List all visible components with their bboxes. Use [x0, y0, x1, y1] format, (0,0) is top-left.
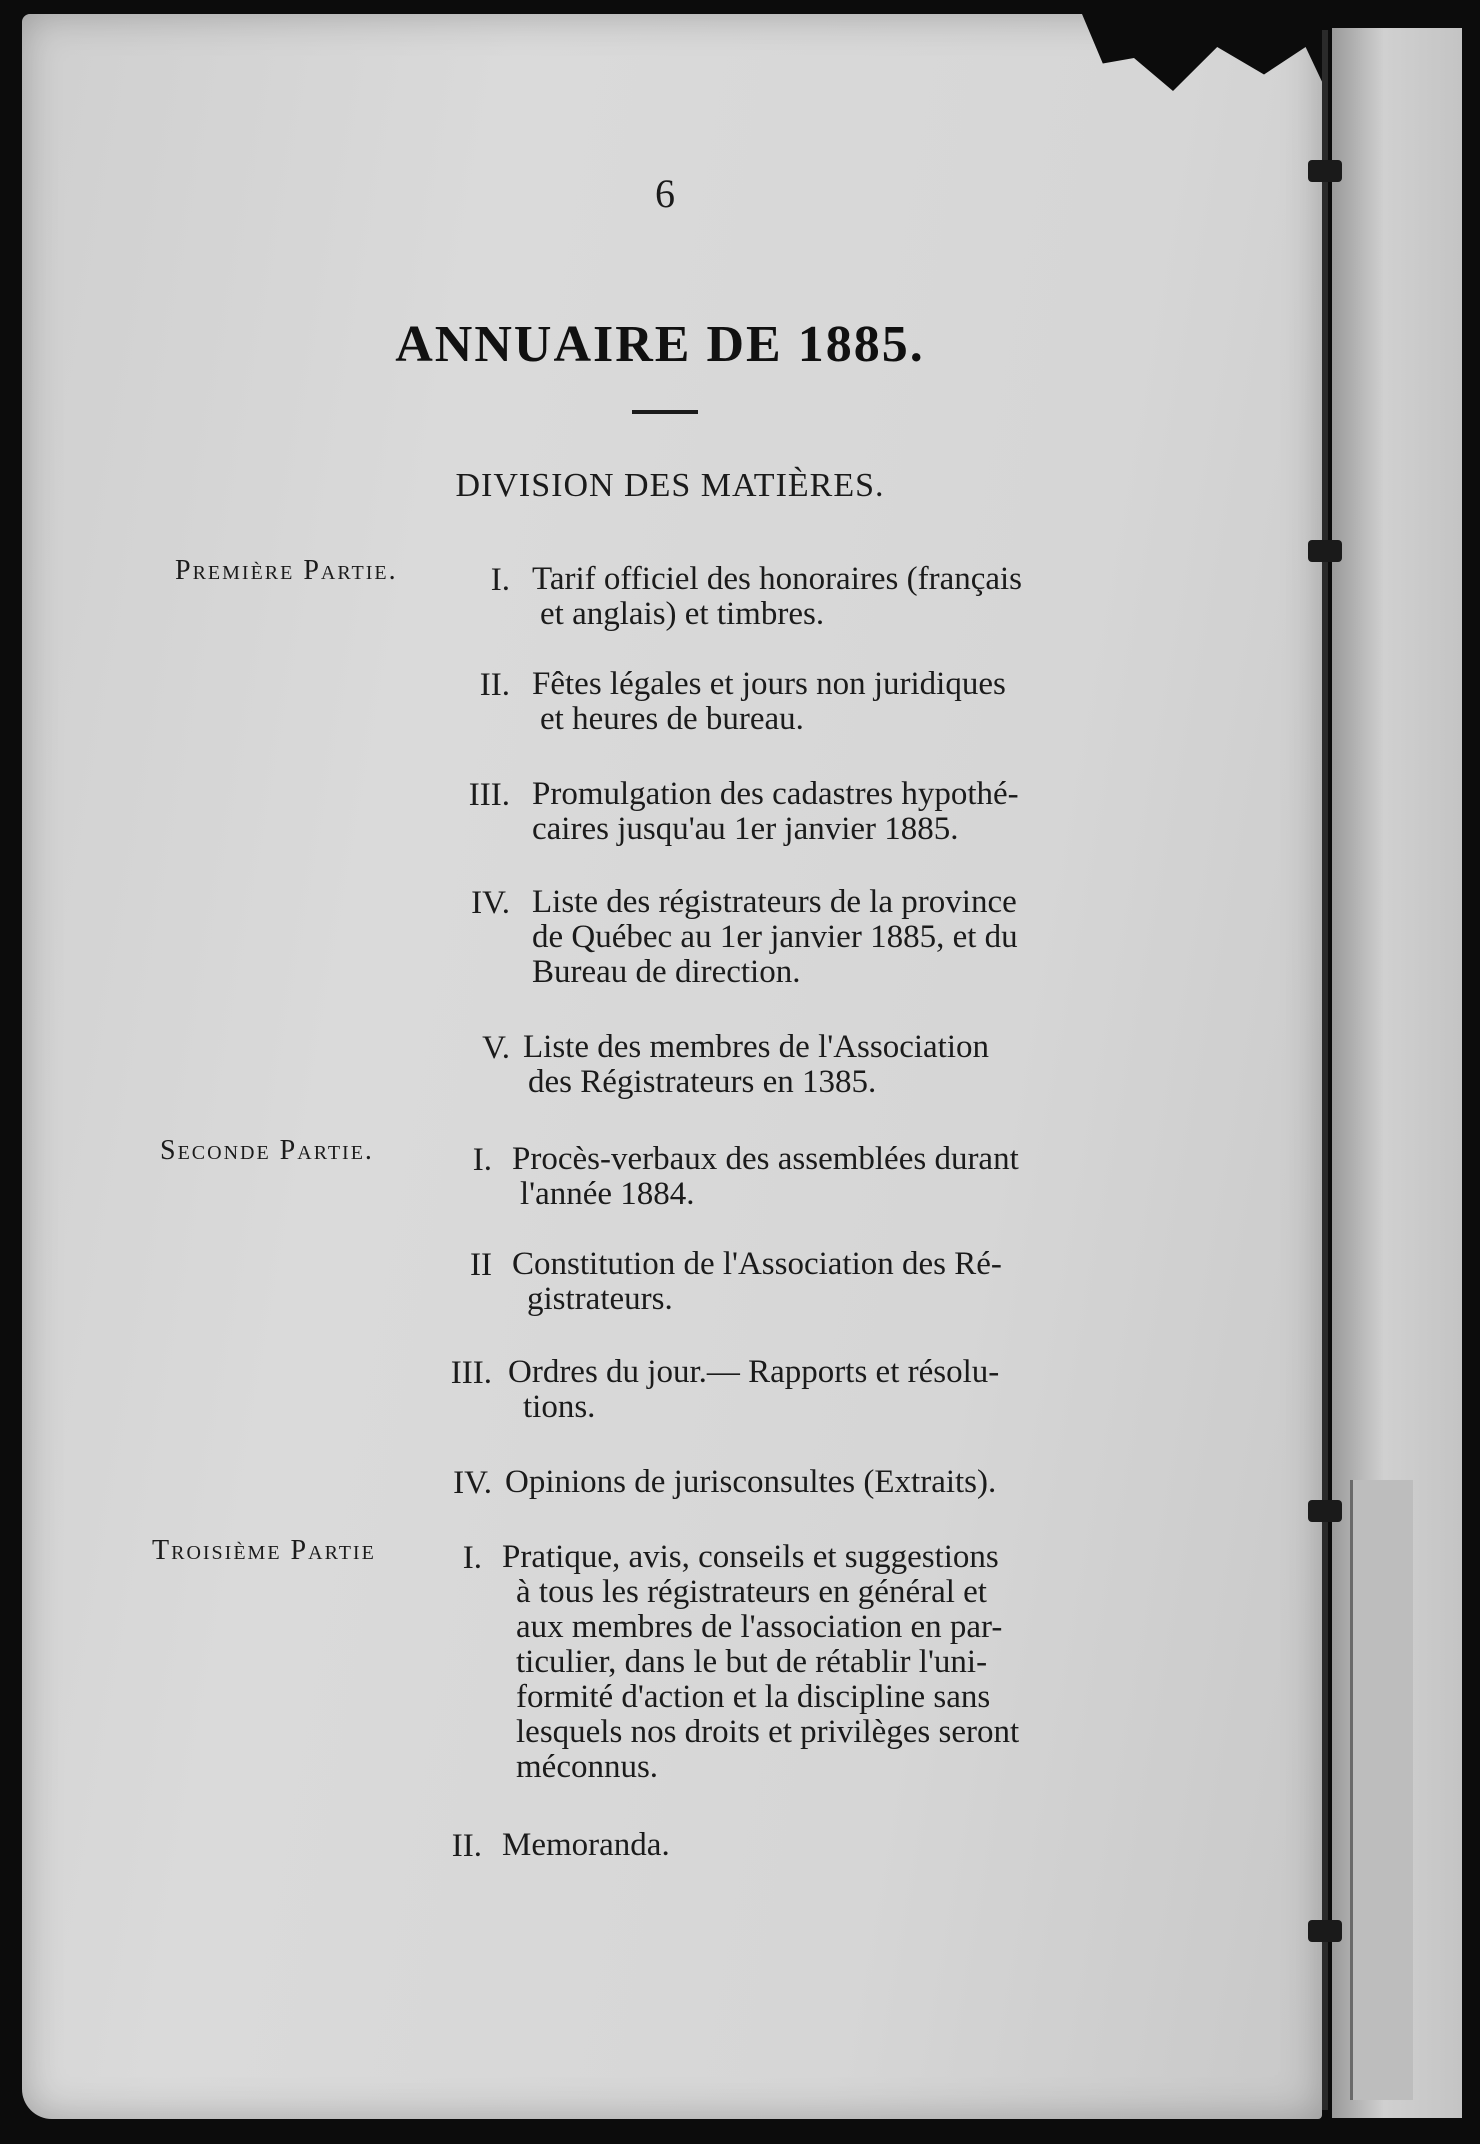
toc-entry [532, 562, 1022, 632]
entry-line: Promulgation des cadastres hypothé- [532, 776, 1019, 812]
entry-line: à tous les régistrateurs en général et [516, 1574, 987, 1610]
entry-line: Pratique, avis, conseils et suggestions [502, 1539, 999, 1575]
section-heading: DIVISION DES MATIÈRES. [455, 467, 885, 504]
toc-entry [502, 1540, 1019, 1785]
entry-line: lesquels nos droits et privilèges seront [516, 1714, 1020, 1750]
facing-page-fold [1350, 1480, 1413, 2100]
binding-staple [1308, 160, 1342, 182]
toc-entry [532, 667, 1006, 737]
page-number: 6 [655, 171, 675, 216]
entry-line: Tarif officiel des honoraires (français [532, 561, 1023, 597]
entry-numeral: III. [450, 1355, 492, 1391]
entry-line: et anglais) et timbres. [540, 596, 825, 632]
entry-numeral: IV. [471, 885, 510, 921]
toc-entry [505, 1465, 996, 1500]
book-spine [1322, 30, 1328, 2110]
entry-line: caires jusqu'au 1er janvier 1885. [532, 811, 959, 847]
entry-numeral: II. [479, 667, 510, 703]
entry-line: Ordres du jour.— Rapports et résolu- [508, 1354, 1000, 1390]
entry-line: et heures de bureau. [540, 701, 804, 737]
toc-entry [532, 885, 1018, 990]
entry-line: des Régistrateurs en 1385. [528, 1064, 877, 1100]
entry-numeral: III. [468, 777, 510, 813]
binding-staple [1308, 1920, 1342, 1942]
binding-staple [1308, 1500, 1342, 1522]
entry-line: Constitution de l'Association des Ré- [512, 1246, 1002, 1282]
part-label-seconde: Seconde Partie. [160, 1135, 374, 1166]
entry-line: Opinions de jurisconsultes (Extraits). [505, 1464, 997, 1500]
entry-line: tions. [523, 1389, 596, 1425]
entry-numeral: IV. [453, 1465, 492, 1501]
entry-line: Procès-verbaux des assemblées durant [512, 1141, 1019, 1177]
entry-line: ticulier, dans le but de rétablir l'uni- [516, 1644, 988, 1680]
entry-line: Memoranda. [502, 1827, 670, 1863]
entry-numeral: II. [451, 1828, 482, 1864]
toc-entry [523, 1030, 989, 1100]
entry-line: Bureau de direction. [532, 954, 801, 990]
entry-line: méconnus. [516, 1749, 659, 1785]
entry-numeral: V. [482, 1030, 510, 1066]
torn-page-corner [1082, 14, 1342, 124]
entry-numeral: I. [462, 1540, 482, 1576]
binding-staple [1308, 540, 1342, 562]
entry-line: Liste des membres de l'Association [523, 1029, 990, 1065]
entry-line: gistrateurs. [527, 1281, 673, 1317]
entry-line: Fêtes légales et jours non juridiques [532, 666, 1006, 702]
toc-entry [508, 1355, 999, 1425]
entry-line: formité d'action et la discipline sans [516, 1679, 991, 1715]
toc-entry [532, 777, 1019, 847]
entry-numeral: I. [490, 562, 510, 598]
entry-line: l'année 1884. [520, 1176, 695, 1212]
entry-numeral: I. [472, 1142, 492, 1178]
part-label-troisieme: Troisième Partie [152, 1535, 376, 1566]
toc-entry [512, 1247, 1002, 1317]
toc-entry [512, 1142, 1019, 1212]
page-title: ANNUAIRE DE 1885. [395, 316, 925, 373]
entry-line: Liste des régistrateurs de la province [532, 884, 1017, 920]
entry-line: aux membres de l'association en par- [516, 1609, 1003, 1645]
title-divider [632, 410, 698, 414]
toc-entry [502, 1828, 670, 1863]
part-label-premiere: Première Partie. [175, 555, 398, 586]
entry-numeral: II [470, 1247, 492, 1283]
entry-line: de Québec au 1er janvier 1885, et du [532, 919, 1018, 955]
